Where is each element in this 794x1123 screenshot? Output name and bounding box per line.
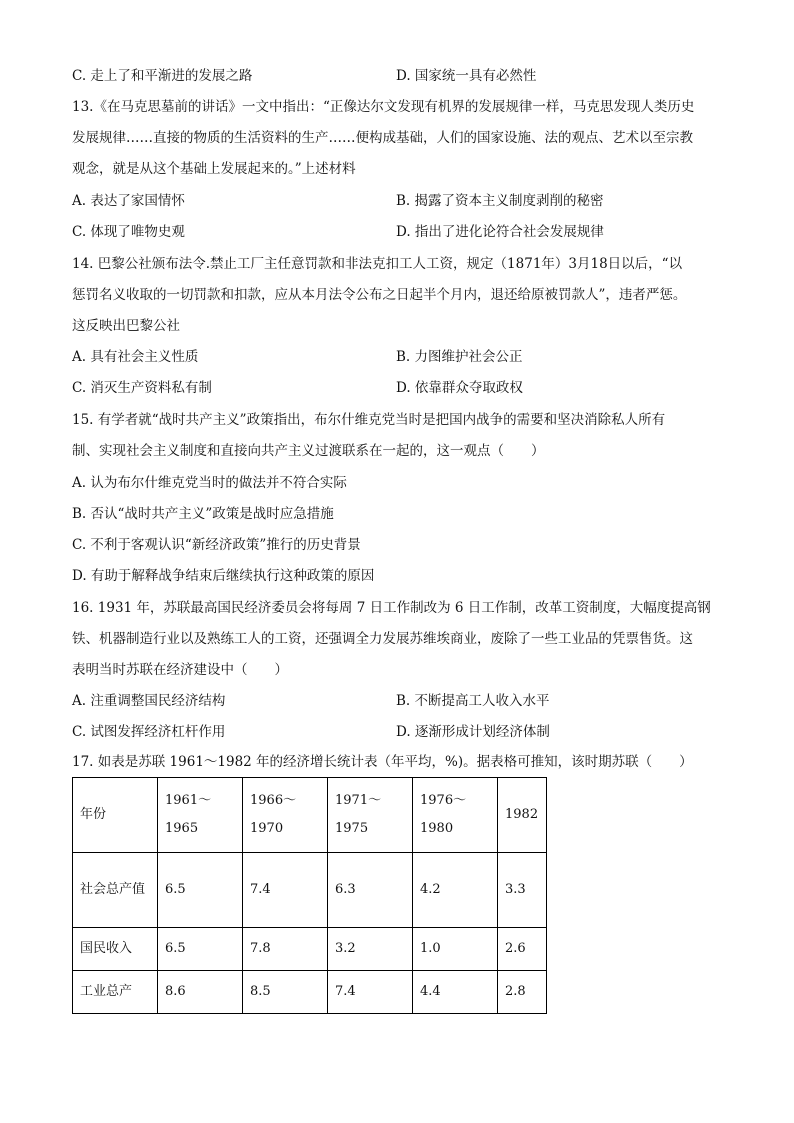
q13-option-c[interactable]: C. 体现了唯物史观 bbox=[72, 224, 185, 240]
q16-stem-line-2: 铁、机器制造行业以及熟练工人的工资，还强调全力发展苏维埃商业，废除了一些工业品的凭票售货。这 bbox=[72, 631, 693, 647]
q15-option-a[interactable]: A. 认为布尔什维克党当时的做法并不符合实际 bbox=[72, 475, 347, 491]
q16-option-d[interactable]: D. 逐渐形成计划经济体制 bbox=[396, 724, 550, 740]
table-row bbox=[73, 971, 547, 1014]
table-cell: 8.5 bbox=[243, 971, 328, 1014]
q14-option-a[interactable]: A. 具有社会主义性质 bbox=[72, 349, 199, 365]
q16-option-b[interactable]: B. 不断提高工人收入水平 bbox=[396, 693, 550, 709]
q14-option-b[interactable]: B. 力图维护社会公正 bbox=[396, 349, 523, 365]
q13-stem-line-3: 观念，就是从这个基础上发展起来的。”上述材料 bbox=[72, 161, 356, 177]
q14-stem-line-2: 惩罚名义收取的一切罚款和扣款，应从本月法令公布之日起半个月内，退还给原被罚款人”，违者严惩。 bbox=[72, 287, 687, 303]
q14-option-d[interactable]: D. 依靠群众夺取政权 bbox=[396, 380, 523, 396]
q13-stem-line-2: 发展规律……直接的物质的生活资料的生产……便构成基础，人们的国家设施、法的观点、艺术以至宗教 bbox=[72, 130, 693, 146]
table-cell: 3.3 bbox=[498, 853, 547, 928]
table-cell: 7.4 bbox=[243, 853, 328, 928]
q15-option-b[interactable]: B. 否认“战时共产主义”政策是战时应急措施 bbox=[72, 506, 334, 522]
table-cell: 4.2 bbox=[413, 853, 498, 928]
q13-options-row-ab bbox=[72, 192, 724, 210]
table-cell: 2.8 bbox=[498, 971, 547, 1014]
table-cell: 6.5 bbox=[158, 853, 243, 928]
table-header-cell: 1982 bbox=[498, 778, 547, 853]
q16-options-row-ab bbox=[72, 692, 724, 710]
q16-stem-line-3: 表明当时苏联在经济建设中（ ） bbox=[72, 662, 288, 678]
table-row-label: 工业总产 bbox=[73, 971, 158, 1014]
q13-option-a[interactable]: A. 表达了家国情怀 bbox=[72, 193, 185, 209]
table-header-cell: 1961～1965 bbox=[158, 778, 243, 853]
q16-options-row-cd bbox=[72, 723, 724, 741]
q14-stem-line-1: 14. 巴黎公社颁布法令.禁止工厂主任意罚款和非法克扣工人工资，规定（1871年）3月18日以后，“以 bbox=[72, 256, 683, 272]
q14-options-row-ab bbox=[72, 348, 724, 366]
q12-option-c[interactable]: C. 走上了和平渐进的发展之路 bbox=[72, 68, 253, 84]
table-cell: 6.5 bbox=[158, 928, 243, 971]
table-row bbox=[73, 853, 547, 928]
q14-options-row-cd bbox=[72, 379, 724, 397]
q17-economic-growth-table bbox=[72, 777, 547, 1014]
table-cell: 8.6 bbox=[158, 971, 243, 1014]
table-header-cell: 1976～1980 bbox=[413, 778, 498, 853]
table-header-cell: 年份 bbox=[73, 778, 158, 853]
table-row bbox=[73, 928, 547, 971]
q15-option-d[interactable]: D. 有助于解释战争结束后继续执行这种政策的原因 bbox=[72, 568, 375, 584]
q16-option-c[interactable]: C. 试图发挥经济杠杆作用 bbox=[72, 724, 226, 740]
table-cell: 3.2 bbox=[328, 928, 413, 971]
table-header-row bbox=[73, 778, 547, 853]
table-cell: 4.4 bbox=[413, 971, 498, 1014]
table-row-label: 国民收入 bbox=[73, 928, 158, 971]
table-cell: 7.4 bbox=[328, 971, 413, 1014]
table-cell: 6.3 bbox=[328, 853, 413, 928]
table-cell: 1.0 bbox=[413, 928, 498, 971]
q14-option-c[interactable]: C. 消灭生产资料私有制 bbox=[72, 380, 212, 396]
q13-option-d[interactable]: D. 指出了进化论符合社会发展规律 bbox=[396, 224, 604, 240]
q12-options-row-cd bbox=[72, 67, 724, 85]
table-cell: 7.8 bbox=[243, 928, 328, 971]
q15-stem-line-1: 15. 有学者就“战时共产主义”政策指出，布尔什维克党当时是把国内战争的需要和坚决消除私人所有 bbox=[72, 412, 666, 428]
q13-option-b[interactable]: B. 揭露了资本主义制度剥削的秘密 bbox=[396, 193, 604, 209]
q15-stem-line-2: 制、实现社会主义制度和直接向共产主义过渡联系在一起的，这一观点（ ） bbox=[72, 443, 545, 459]
table-header-cell: 1971～1975 bbox=[328, 778, 413, 853]
q14-stem-line-3: 这反映出巴黎公社 bbox=[72, 318, 180, 334]
q16-option-a[interactable]: A. 注重调整国民经济结构 bbox=[72, 693, 226, 709]
q13-options-row-cd bbox=[72, 223, 724, 241]
q17-stem: 17. 如表是苏联 1961～1982 年的经济增长统计表（年平均，%)。据表格可推知，该时期苏联（ ） bbox=[72, 754, 693, 770]
q12-option-d[interactable]: D. 国家统一具有必然性 bbox=[396, 68, 537, 84]
q13-stem-line-1: 13.《在马克思墓前的讲话》一文中指出：“正像达尔文发现有机界的发展规律一样，马克思发现人类历史 bbox=[72, 99, 695, 115]
table-cell: 2.6 bbox=[498, 928, 547, 971]
table-row-label: 社会总产值 bbox=[73, 853, 158, 928]
q15-option-c[interactable]: C. 不利于客观认识“新经济政策”推行的历史背景 bbox=[72, 537, 361, 553]
q16-stem-line-1: 16. 1931 年，苏联最高国民经济委员会将每周 7 日工作制改为 6 日工作制，改革工资制度，大幅度提高钢 bbox=[72, 600, 711, 616]
table-header-cell: 1966～1970 bbox=[243, 778, 328, 853]
